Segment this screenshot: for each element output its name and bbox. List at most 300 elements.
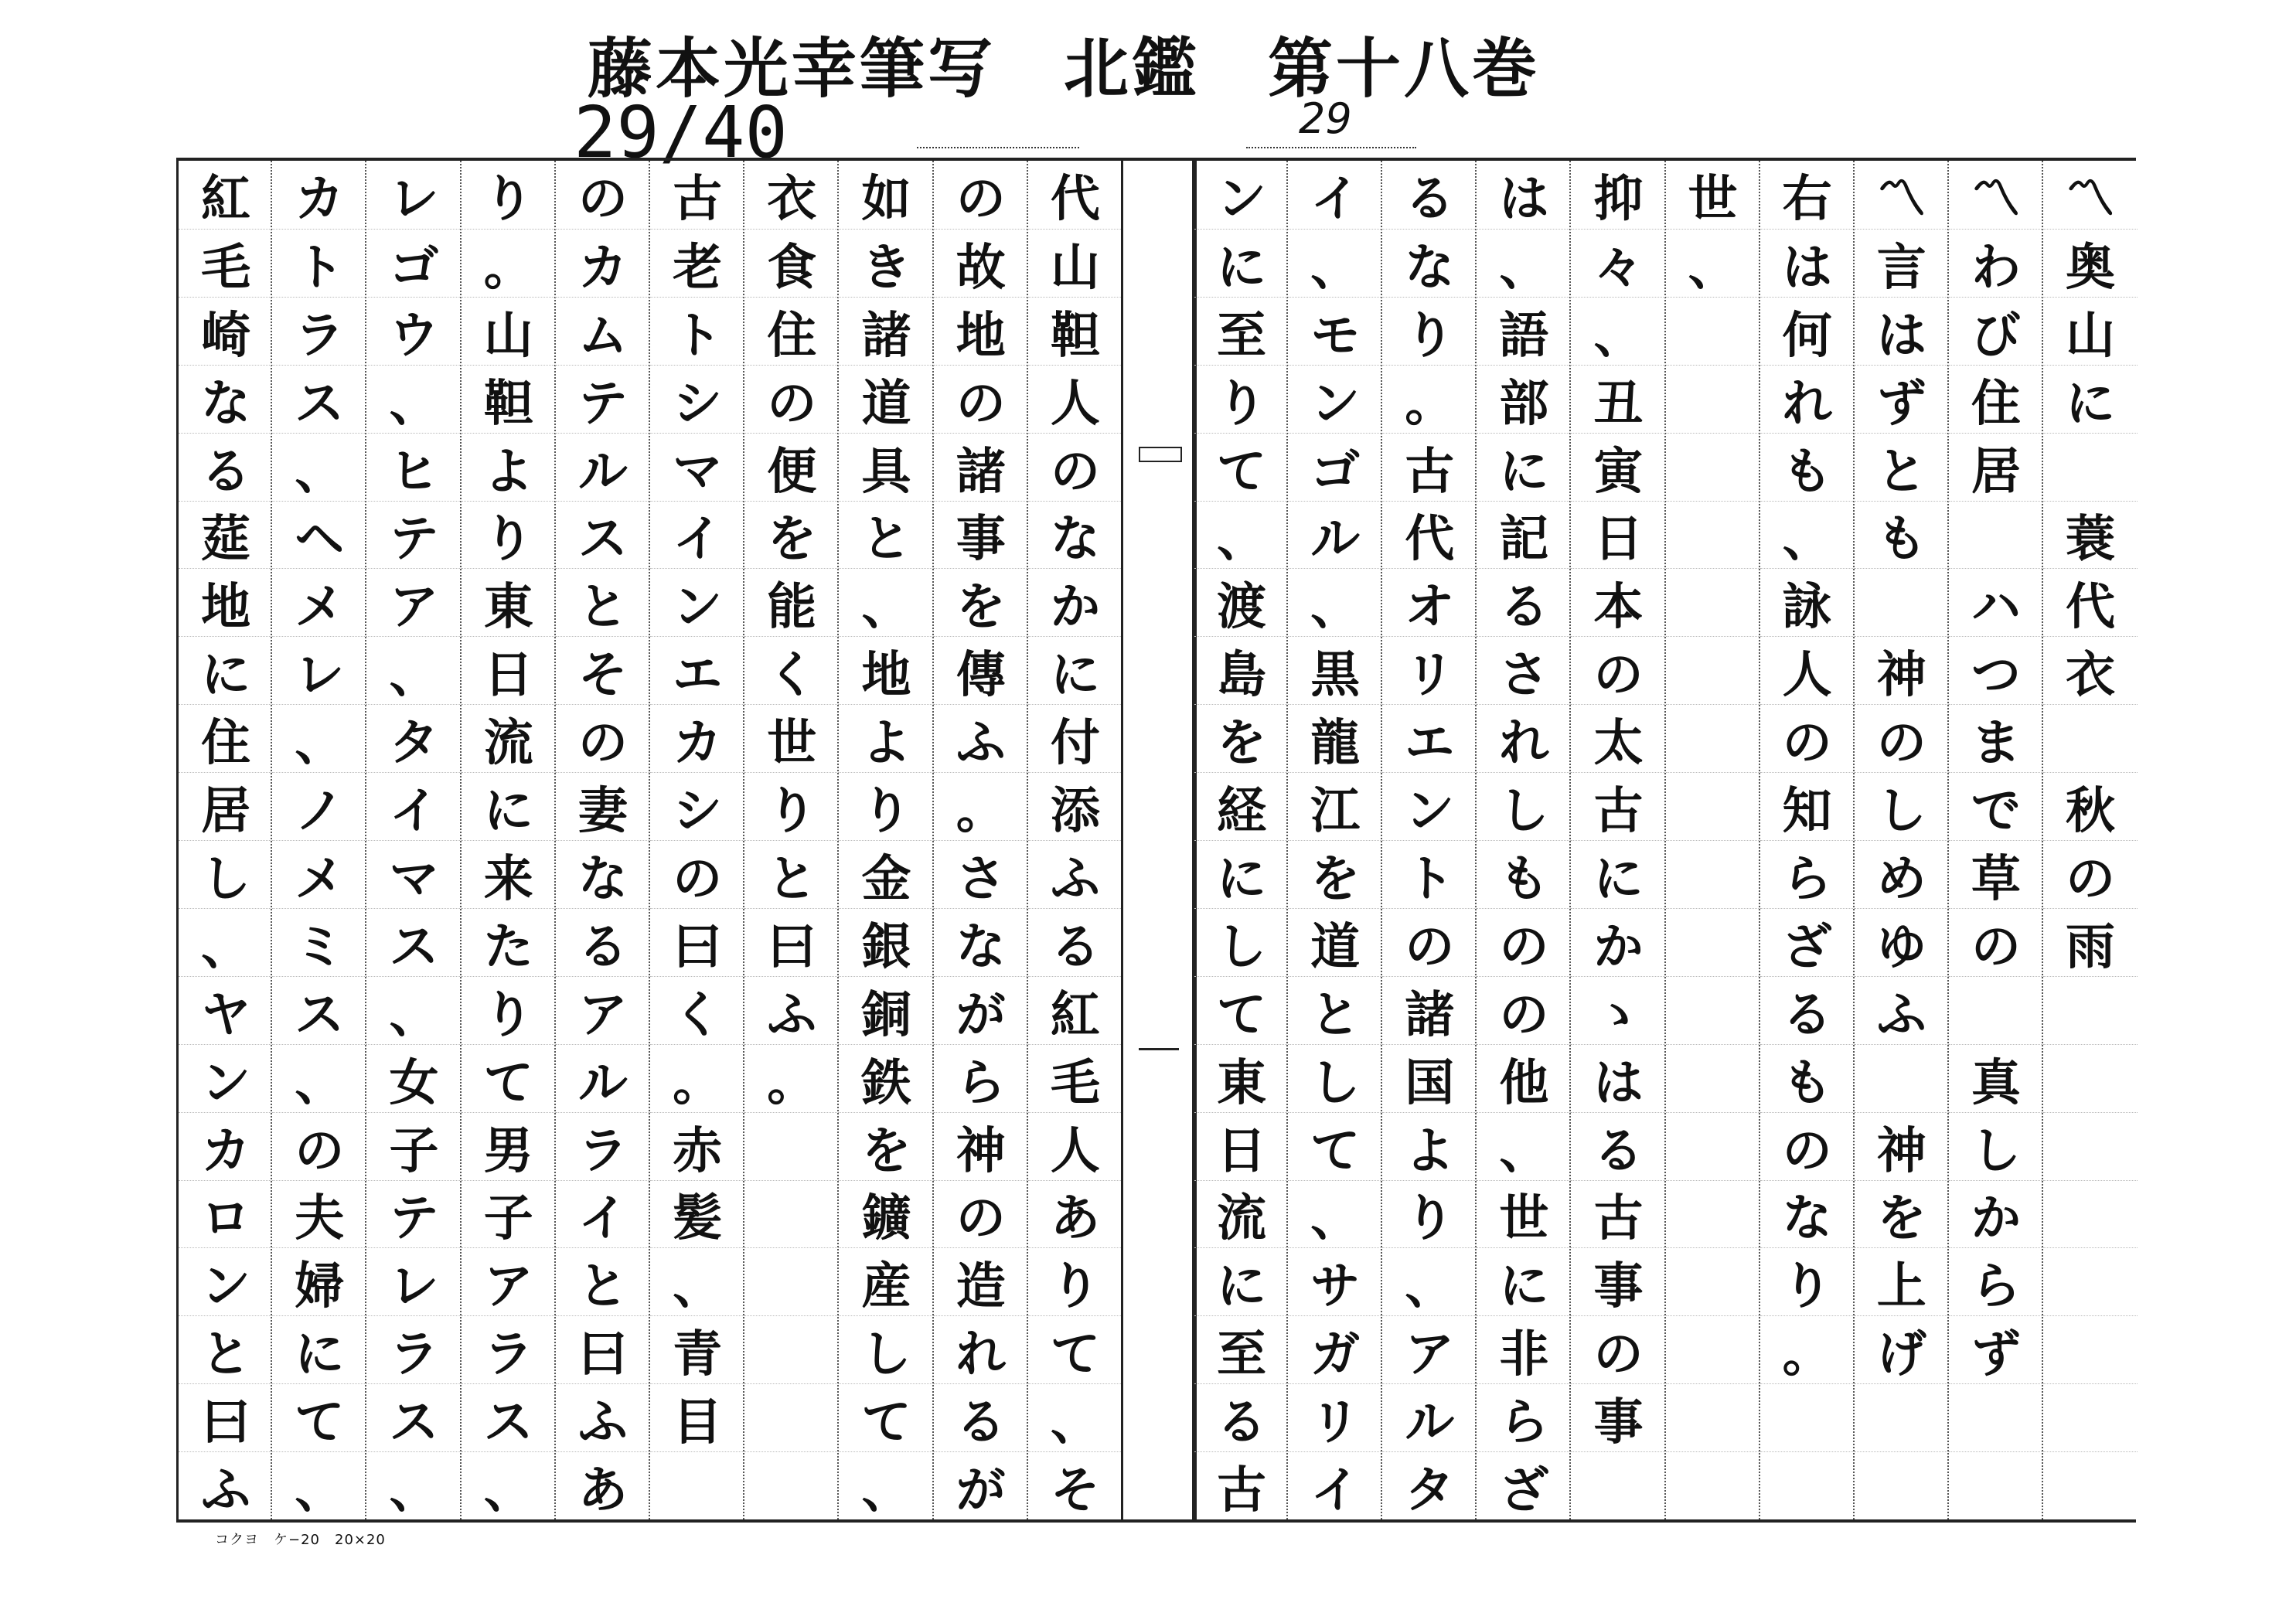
manuscript-cell: イ [650, 501, 744, 570]
manuscript-cell: イ [1288, 1451, 1382, 1520]
manuscript-cell: 。 [650, 1044, 744, 1113]
manuscript-cell: 、 [1571, 297, 1665, 366]
manuscript-cell: イ [556, 1180, 650, 1249]
manuscript-cell [1666, 297, 1760, 366]
manuscript-cell: 非 [1477, 1315, 1571, 1384]
manuscript-cell: に [1194, 1247, 1289, 1316]
manuscript-cell: 古 [1194, 1451, 1289, 1520]
manuscript-cell: よ [1382, 1112, 1477, 1181]
manuscript-cell: し [179, 840, 273, 909]
manuscript-cell: 寅 [1571, 433, 1665, 502]
manuscript-column [554, 161, 650, 1519]
manuscript-cell: 山 [462, 297, 556, 366]
manuscript-cell: ン [650, 568, 744, 637]
manuscript-cell: て [1028, 1315, 1122, 1384]
manuscript-cell: 、 [272, 1044, 366, 1113]
manuscript-cell: ス [272, 365, 366, 434]
manuscript-cell: 至 [1194, 1315, 1289, 1384]
manuscript-cell [1949, 501, 2043, 570]
manuscript-cell: 部 [1477, 365, 1571, 434]
manuscript-cell: 事 [1571, 1247, 1665, 1316]
manuscript-cell: 曰 [179, 1383, 273, 1452]
manuscript-cell [744, 1112, 839, 1181]
manuscript-cell: も [1760, 433, 1855, 502]
manuscript-cell: 東 [1194, 1044, 1289, 1113]
manuscript-cell: も [1477, 840, 1571, 909]
manuscript-cell [744, 1315, 839, 1384]
manuscript-cell [1666, 908, 1760, 977]
manuscript-cell: ス [366, 908, 461, 977]
manuscript-cell: り [1028, 1247, 1122, 1316]
manuscript-cell: 。 [1760, 1315, 1855, 1384]
manuscript-cell: ル [556, 1044, 650, 1113]
manuscript-cell: て [839, 1383, 933, 1452]
blank-line-left [917, 147, 1079, 148]
manuscript-cell: テ [366, 501, 461, 570]
manuscript-cell [1855, 568, 1949, 637]
manuscript-cell: に [1194, 840, 1289, 909]
manuscript-cell: る [1760, 976, 1855, 1045]
manuscript-cell: ト [272, 229, 366, 298]
manuscript-cell: 銀 [839, 908, 933, 977]
manuscript-cell: を [744, 501, 839, 570]
manuscript-cell: る [1571, 1112, 1665, 1181]
manuscript-cell [744, 1247, 839, 1316]
manuscript-cell: 靼 [462, 365, 556, 434]
manuscript-column [1475, 161, 1571, 1519]
manuscript-cell: ト [1382, 840, 1477, 909]
manuscript-cell: リ [1288, 1383, 1382, 1452]
manuscript-cell: メ [272, 840, 366, 909]
manuscript-cell: に [1477, 433, 1571, 502]
manuscript-cell: 靼 [1028, 297, 1122, 366]
manuscript-cell: 神 [934, 1112, 1028, 1181]
manuscript-cell: ゆ [1855, 908, 1949, 977]
manuscript-cell: レ [389, 170, 439, 228]
manuscript-cell [1666, 1180, 1760, 1249]
manuscript-cell: ら [1760, 840, 1855, 909]
manuscript-cell: 語 [1477, 297, 1571, 366]
manuscript-cell: れ [934, 1315, 1028, 1384]
manuscript-cell [1666, 1044, 1760, 1113]
manuscript-cell: と [556, 568, 650, 637]
manuscript-cell [2043, 1112, 2138, 1181]
manuscript-cell: 紅 [1028, 976, 1122, 1045]
manuscript-cell: 造 [934, 1247, 1028, 1316]
manuscript-cell: な [934, 908, 1028, 977]
manuscript-cell: 、 [839, 568, 933, 637]
manuscript-cell: に [462, 772, 556, 841]
manuscript-cell: る [934, 1383, 1028, 1452]
manuscript-cell: あ [556, 1451, 650, 1520]
manuscript-cell: を [839, 1112, 933, 1181]
manuscript-cell [1666, 365, 1760, 434]
manuscript-cell [2043, 1315, 2138, 1384]
manuscript-cell: し [1194, 908, 1289, 977]
manuscript-cell: タ [1382, 1451, 1477, 1520]
manuscript-cell: り [483, 170, 533, 228]
manuscript-cell: 代 [2043, 568, 2138, 637]
manuscript-cell: 本 [1571, 568, 1665, 637]
manuscript-cell: に [1477, 1247, 1571, 1316]
manuscript-cell: ま [1949, 704, 2043, 773]
manuscript-cell: 太 [1571, 704, 1665, 773]
manuscript-cell: 妻 [556, 772, 650, 841]
manuscript-cell: 古 [673, 170, 723, 228]
manuscript-cell: な [1028, 501, 1122, 570]
manuscript-cell: 道 [1288, 908, 1382, 977]
manuscript-column [1192, 161, 1289, 1519]
manuscript-cell [1666, 704, 1760, 773]
manuscript-cell [650, 1451, 744, 1520]
manuscript-cell: の [650, 840, 744, 909]
manuscript-cell: 渡 [1194, 568, 1289, 637]
manuscript-cell: カ [179, 1112, 273, 1181]
manuscript-cell: 具 [839, 433, 933, 502]
manuscript-cell: 居 [179, 772, 273, 841]
manuscript-cell: て [462, 1044, 556, 1113]
manuscript-cell: 鉄 [839, 1044, 933, 1113]
manuscript-cell: 山 [2043, 297, 2138, 366]
manuscript-cell: る [1477, 568, 1571, 637]
manuscript-cell: る [179, 433, 273, 502]
manuscript-column [1569, 161, 1665, 1519]
manuscript-column [743, 161, 839, 1519]
manuscript-cell: 、 [1288, 229, 1382, 298]
manuscript-cell [744, 1383, 839, 1452]
manuscript-cell: ン [1382, 772, 1477, 841]
manuscript-cell: あ [1028, 1180, 1122, 1249]
manuscript-cell: ン [1288, 365, 1382, 434]
manuscript-cell: 付 [1028, 704, 1122, 773]
manuscript-cell: 能 [744, 568, 839, 637]
manuscript-cell: 、 [1760, 501, 1855, 570]
manuscript-cell: 抑 [1593, 170, 1644, 228]
manuscript-cell: か [1028, 568, 1122, 637]
manuscript-column [1664, 161, 1760, 1519]
manuscript-cell: 世 [1477, 1180, 1571, 1249]
manuscript-cell: 〽 [1876, 170, 1926, 228]
manuscript-cell: の [744, 365, 839, 434]
manuscript-cell: の [1949, 908, 2043, 977]
manuscript-cell [1666, 976, 1760, 1045]
manuscript-cell: 、 [366, 365, 461, 434]
manuscript-cell: ア [556, 976, 650, 1045]
manuscript-cell: ウ [366, 297, 461, 366]
manuscript-cell: ふ [744, 976, 839, 1045]
manuscript-cell: マ [366, 840, 461, 909]
manuscript-cell: ら [1477, 1383, 1571, 1452]
manuscript-cell: に [2043, 365, 2138, 434]
manuscript-cell: 金 [839, 840, 933, 909]
manuscript-cell: ル [1382, 1383, 1477, 1452]
manuscript-cell [2043, 1044, 2138, 1113]
manuscript-cell: に [1028, 636, 1122, 705]
manuscript-cell: り [1760, 1247, 1855, 1316]
manuscript-cell: ス [462, 1383, 556, 1452]
manuscript-cell [2043, 1180, 2138, 1249]
right-page-half [1192, 161, 2136, 1519]
manuscript-cell: 経 [1194, 772, 1289, 841]
manuscript-cell: 女 [366, 1044, 461, 1113]
manuscript-cell: 、 [1288, 1180, 1382, 1249]
manuscript-cell: 婦 [272, 1247, 366, 1316]
manuscript-cell: マ [650, 433, 744, 502]
manuscript-cell: ア [366, 568, 461, 637]
manuscript-cell: ミ [272, 908, 366, 977]
manuscript-cell: 、 [650, 1247, 744, 1316]
manuscript-column [2042, 161, 2138, 1519]
manuscript-cell: ず [1949, 1315, 2043, 1384]
manuscript-cell: 秋 [2043, 772, 2138, 841]
manuscript-cell: し [1855, 772, 1949, 841]
manuscript-cell: ン [1217, 170, 1267, 228]
manuscript-cell: 人 [1760, 636, 1855, 705]
manuscript-cell: 銅 [839, 976, 933, 1045]
manuscript-cell: の [272, 1112, 366, 1181]
manuscript-cell: ト [650, 297, 744, 366]
manuscript-column [1381, 161, 1477, 1519]
manuscript-cell: ラ [556, 1112, 650, 1181]
manuscript-cell: 、 [272, 433, 366, 502]
manuscript-cell [2043, 433, 2138, 502]
manuscript-cell: モ [1288, 297, 1382, 366]
manuscript-cell: よ [462, 433, 556, 502]
manuscript-cell: 毛 [1028, 1044, 1122, 1113]
manuscript-cell: 、 [839, 1451, 933, 1520]
manuscript-cell: 。 [744, 1044, 839, 1113]
manuscript-cell: 国 [1382, 1044, 1477, 1113]
manuscript-cell: 男 [462, 1112, 556, 1181]
manuscript-cell: ヒ [366, 433, 461, 502]
manuscript-column [932, 161, 1028, 1519]
manuscript-cell: 。 [1382, 365, 1477, 434]
manuscript-cell: し [1949, 1112, 2043, 1181]
manuscript-cell: 至 [1194, 297, 1289, 366]
manuscript-cell: て [1194, 976, 1289, 1045]
manuscript-cell: ガ [1288, 1315, 1382, 1384]
manuscript-cell: レ [272, 636, 366, 705]
manuscript-column [365, 161, 461, 1519]
manuscript-cell: ら [934, 1044, 1028, 1113]
manuscript-cell [2043, 1451, 2138, 1520]
manuscript-cell: り [1194, 365, 1289, 434]
manuscript-cell: と [179, 1315, 273, 1384]
manuscript-cell: る [1028, 908, 1122, 977]
manuscript-cell: ノ [272, 772, 366, 841]
manuscript-cell: き [839, 229, 933, 298]
manuscript-cell: 添 [1028, 772, 1122, 841]
document-title: 藤本光幸筆写 北鑑 第十八巻 [588, 31, 1541, 107]
manuscript-cell: 上 [1855, 1247, 1949, 1316]
manuscript-cell: れ [1760, 365, 1855, 434]
manuscript-cell: ゴ [366, 229, 461, 298]
manuscript-cell [2043, 1383, 2138, 1452]
manuscript-cell: を [934, 568, 1028, 637]
manuscript-cell: げ [1855, 1315, 1949, 1384]
manuscript-cell: 〽 [2065, 170, 2115, 228]
manuscript-cell: も [1855, 501, 1949, 570]
manuscript-column [837, 161, 933, 1519]
manuscript-cell: 島 [1194, 636, 1289, 705]
manuscript-cell: ン [179, 1247, 273, 1316]
manuscript-cell: の [956, 170, 1006, 228]
manuscript-cell: イ [1310, 170, 1361, 228]
manuscript-cell: 。 [462, 229, 556, 298]
manuscript-cell: 住 [179, 704, 273, 773]
manuscript-cell: 、 [1477, 1112, 1571, 1181]
manuscript-cell: ル [1288, 501, 1382, 570]
manuscript-cell: に [179, 636, 273, 705]
manuscript-cell: ロ [179, 1180, 273, 1249]
manuscript-cell: 古 [1571, 1180, 1665, 1249]
manuscript-cell: の [1382, 908, 1477, 977]
manuscript-cell: 古 [1382, 433, 1477, 502]
manuscript-cell: 紅 [201, 170, 251, 228]
manuscript-column [271, 161, 366, 1519]
manuscript-cell: そ [556, 636, 650, 705]
manuscript-cell: ず [1855, 365, 1949, 434]
manuscript-cell: が [934, 976, 1028, 1045]
manuscript-cell: り [1382, 297, 1477, 366]
manuscript-cell: 何 [1760, 297, 1855, 366]
manuscript-cell [2043, 1247, 2138, 1316]
manuscript-cell: の [1760, 1112, 1855, 1181]
manuscript-cell: て [1194, 433, 1289, 502]
manuscript-cell: に [1194, 229, 1289, 298]
manuscript-cell: 草 [1949, 840, 2043, 909]
manuscript-cell: 丑 [1571, 365, 1665, 434]
manuscript-cell: か [1949, 1180, 2043, 1249]
manuscript-cell: と [556, 1247, 650, 1316]
manuscript-cell: 代 [1050, 170, 1100, 228]
manuscript-cell: 記 [1477, 501, 1571, 570]
manuscript-cell: の [1571, 1315, 1665, 1384]
manuscript-cell: ス [366, 1383, 461, 1452]
manuscript-cell: 、 [1288, 568, 1382, 637]
manuscript-cell: し [839, 1315, 933, 1384]
manuscript-cell: 莚 [179, 501, 273, 570]
manuscript-cell: 衣 [767, 170, 817, 228]
manuscript-cell: ゴ [1288, 433, 1382, 502]
manuscript-cell: カ [556, 229, 650, 298]
manuscript-cell: 故 [934, 229, 1028, 298]
manuscript-cell [1666, 1247, 1760, 1316]
manuscript-cell: ア [1382, 1315, 1477, 1384]
manuscript-cell: ヘ [272, 501, 366, 570]
manuscript-cell [1666, 501, 1760, 570]
manuscript-cell: 東 [462, 568, 556, 637]
manuscript-cell: 毛 [179, 229, 273, 298]
manuscript-cell: 事 [1571, 1383, 1665, 1452]
manuscript-cell: は [1760, 229, 1855, 298]
manuscript-cell [2043, 704, 2138, 773]
manuscript-cell: 日 [1571, 501, 1665, 570]
manuscript-cell: 如 [861, 170, 911, 228]
manuscript-cell: ふ [556, 1383, 650, 1452]
manuscript-cell: メ [272, 568, 366, 637]
manuscript-cell: を [1194, 704, 1289, 773]
manuscript-cell: さ [1477, 636, 1571, 705]
manuscript-cell: 流 [1194, 1180, 1289, 1249]
manuscript-cell: は [1499, 170, 1549, 228]
manuscript-cell [1666, 1451, 1760, 1520]
manuscript-cell: を [1855, 1180, 1949, 1249]
manuscript-cell [1666, 1315, 1760, 1384]
manuscript-cell: 雨 [2043, 908, 2138, 977]
manuscript-column [176, 161, 273, 1519]
manuscript-cell: 住 [1949, 365, 2043, 434]
manuscript-cell: 世 [1688, 170, 1738, 228]
manuscript-cell: さ [934, 840, 1028, 909]
gutter-fold-mark [1139, 1048, 1179, 1053]
manuscript-cell [1666, 568, 1760, 637]
manuscript-cell [1855, 1044, 1949, 1113]
manuscript-cell: 青 [650, 1315, 744, 1384]
manuscript-cell: 居 [1949, 433, 2043, 502]
manuscript-cell: 住 [744, 297, 839, 366]
manuscript-cell: ふ [179, 1451, 273, 1520]
left-page-half [176, 161, 1121, 1519]
manuscript-cell: 。 [934, 772, 1028, 841]
manuscript-cell: 江 [1288, 772, 1382, 841]
manuscript-column [1027, 161, 1122, 1519]
manuscript-cell: エ [1382, 704, 1477, 773]
manuscript-cell: の [1571, 636, 1665, 705]
manuscript-cell: 諸 [1382, 976, 1477, 1045]
manuscript-cell [1855, 1451, 1949, 1520]
manuscript-cell [744, 1180, 839, 1249]
manuscript-cell: カ [295, 170, 345, 228]
manuscript-column [1759, 161, 1855, 1519]
manuscript-cell: で [1949, 772, 2043, 841]
manuscript-cell: の [1477, 976, 1571, 1045]
manuscript-cell [2043, 976, 2138, 1045]
manuscript-cell: テ [556, 365, 650, 434]
manuscript-cell: 髪 [650, 1180, 744, 1249]
manuscript-cell: 、 [462, 1451, 556, 1520]
manuscript-cell: 、 [1382, 1247, 1477, 1316]
manuscript-cell: ラ [462, 1315, 556, 1384]
manuscript-cell: 子 [462, 1180, 556, 1249]
manuscript-cell: た [462, 908, 556, 977]
manuscript-cell: 、 [366, 636, 461, 705]
manuscript-cell: な [179, 365, 273, 434]
manuscript-cell: カ [650, 704, 744, 773]
manuscript-cell: り [462, 501, 556, 570]
manuscript-cell [1666, 840, 1760, 909]
manuscript-cell: 龍 [1288, 704, 1382, 773]
manuscript-cell: ア [462, 1247, 556, 1316]
manuscript-cell: も [1760, 1044, 1855, 1113]
manuscript-cell: 世 [744, 704, 839, 773]
manuscript-column [1853, 161, 1949, 1519]
manuscript-cell: 便 [744, 433, 839, 502]
manuscript-cell: 右 [1782, 170, 1832, 228]
gutter-ornament [1139, 447, 1182, 462]
manuscript-cell: 曰 [650, 908, 744, 977]
manuscript-cell: レ [366, 1247, 461, 1316]
manuscript-cell: を [1288, 840, 1382, 909]
manuscript-cell [1666, 772, 1760, 841]
manuscript-cell: ふ [1855, 976, 1949, 1045]
manuscript-cell: シ [650, 772, 744, 841]
manuscript-cell [1666, 636, 1760, 705]
manuscript-cell: 真 [1949, 1044, 2043, 1113]
manuscript-column [460, 161, 556, 1519]
manuscript-cell: の [1760, 704, 1855, 773]
manuscript-cell: 、 [179, 908, 273, 977]
